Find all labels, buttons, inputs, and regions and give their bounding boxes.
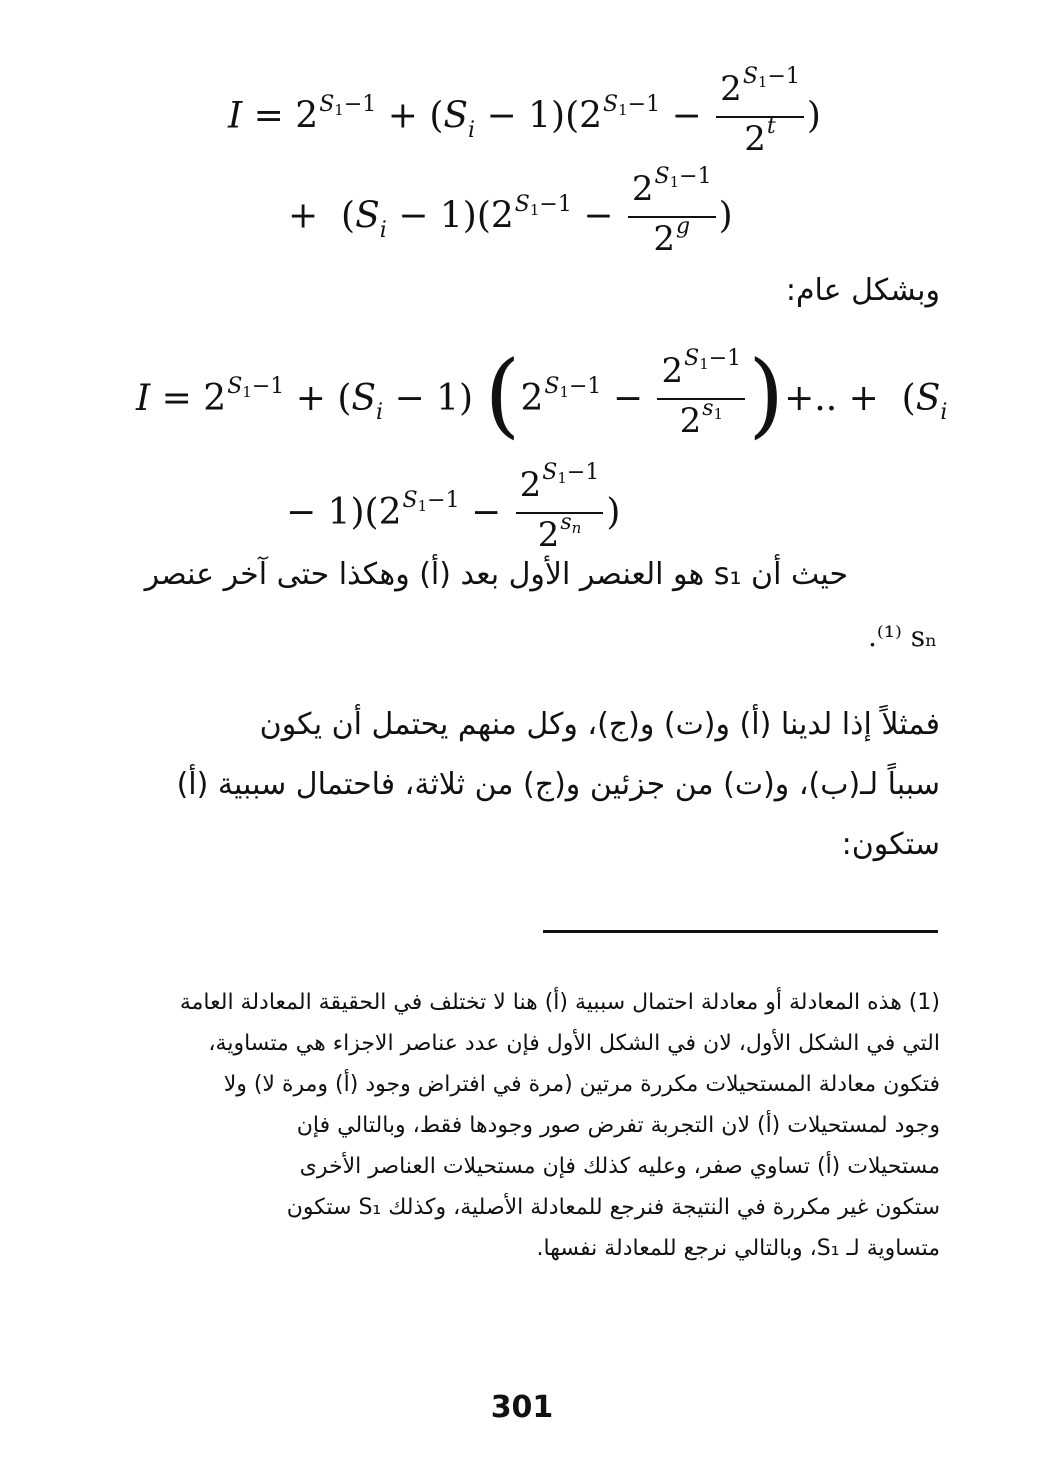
where-explanation: حيث أن s₁ هو العنصر الأول بعد (أ) وهكذا حتى آخر عنصر (144, 557, 848, 592)
equation-1-line-2: + $(S_i - 1)(2^{S_1-1}$ − $\frac{2^{S_1-1}}{2^g}$ ) (288, 170, 733, 267)
footnote-line-7: متساوية لـ S₁، وبالتالي نرجع للمعادلة نفسها. (536, 1236, 940, 1261)
fraction-over-2sn: $\frac{2^{S_1-1}}{2^{s_n}}$ (516, 464, 604, 562)
page-number: 301 (490, 1390, 554, 1425)
example-paragraph-line-2: سبباً لـ(ب)، و(ت) من جزئين و(ج) من ثلاثة، فاحتمال سببية (أ) (176, 767, 940, 802)
footnote-line-3: فتكون معادلة المستحيلات مكررة مرتين (مرة في افتراض وجود (أ) ومرة لا) ولا (223, 1072, 940, 1097)
equation-1-line-1: $I = 2^{S_1-1} + (S_i - 1)(2^{S_1-1}$ − $\frac{2^{S_1-1}}{2^t}$ ) (228, 70, 821, 167)
fraction-over-2g: $\frac{2^{S_1-1}}{2^g}$ (628, 168, 716, 265)
where-explanation-tail: .⁽¹⁾ sₙ (868, 620, 938, 653)
footnote-line-5: مستحيلات (أ) تساوي صفر، وعليه كذلك فإن مستحيلات العناصر الأخرى (299, 1154, 940, 1179)
example-paragraph-line-3: ستكون: (841, 827, 940, 862)
example-paragraph-line-1: فمثلاً إذا لدينا (أ) و(ت) و(ج)، وكل منهم يحتمل أن يكون (259, 707, 940, 742)
equation-2-line-2: − $1)(2^{S_1-1}$ − $\frac{2^{S_1-1}}{2^{s_n}}$ ) (286, 466, 620, 564)
equation-2-line-1: $I = 2^{S_1-1} + (S_i - 1) (2^{S_1-1}$ − $\frac{2^{S_1-1}}{2^{s_1}}$ )+.. + ($S_i$ (136, 341, 948, 448)
footnote-line-4: وجود لمستحيلات (أ) لان التجربة تفرض صور وجودها فقط، وبالتالي فإن (296, 1113, 940, 1138)
general-form-label: وبشكل عام: (785, 273, 940, 308)
fraction-over-2t: $\frac{2^{S_1-1}}{2^t}$ (716, 68, 804, 165)
footnote-separator (543, 930, 938, 933)
footnote-line-1: (1) هذه المعادلة أو معادلة احتمال سببية (أ) هنا لا تختلف في الحقيقة المعادلة العامة (179, 990, 940, 1015)
ellipsis-plus: +.. + (784, 378, 879, 419)
fraction-over-2s1: $\frac{2^{S_1-1}}{2^{s_1}}$ (657, 350, 745, 448)
footnote-line-6: ستكون غير مكررة في النتيجة فنرجع للمعادلة الأصلية، وكذلك S₁ ستكون (286, 1195, 940, 1220)
footnote (104, 982, 940, 1269)
footnote-line-2: التي في الشكل الأول، لان في الشكل الأول فإن عدد عناصر الاجزاء هي متساوية، (208, 1031, 940, 1056)
eq-symbol-I: I (228, 95, 243, 137)
